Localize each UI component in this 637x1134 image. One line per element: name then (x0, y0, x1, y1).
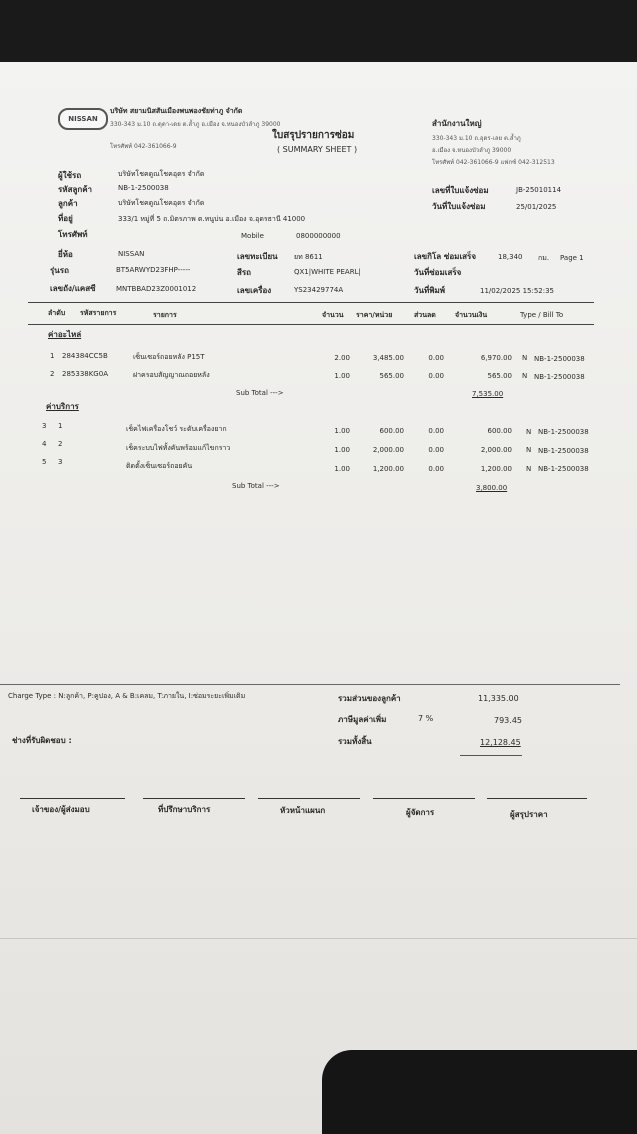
row-desc: ฝาครอบสัญญาณถอยหลัง (133, 371, 210, 379)
customer-label: ลูกค้า (58, 199, 78, 208)
row-discount: 0.00 (428, 354, 444, 362)
km-unit: กม. (538, 254, 550, 262)
row-qty: 1.00 (334, 446, 350, 454)
vat-label: ภาษีมูลค่าเพิ่ม (338, 715, 387, 724)
row-code: 285338KG0A (62, 370, 108, 378)
customer-code-label: รหัสลูกค้า (58, 185, 93, 194)
reg-value: ยท 8611 (294, 253, 323, 261)
row-no: 5 (42, 458, 47, 466)
brand-value: NISSAN (118, 250, 145, 258)
color-label: สีรถ (237, 268, 252, 277)
signature-label: ที่ปรึกษาบริการ (158, 805, 211, 814)
km-value: 18,340 (498, 253, 523, 261)
table-top-rule (28, 302, 594, 303)
signature-label: ผู้สรุปราคา (510, 810, 548, 819)
row-discount: 0.00 (428, 465, 444, 473)
hand-shadow (322, 1050, 637, 1134)
chassis-value: MNTBBAD23Z0001012 (116, 285, 197, 293)
paper-fold (0, 938, 637, 939)
nissan-logo: NISSAN (58, 108, 108, 130)
row-type: N (526, 465, 532, 473)
print-date-label: วันที่พิมพ์ (414, 286, 446, 295)
col-qty: จำนวน (322, 311, 344, 319)
brand-label: ยี่ห้อ (58, 250, 73, 259)
row-amount: 6,970.00 (480, 354, 512, 362)
row-qty: 1.00 (334, 372, 350, 380)
signature-line (258, 798, 360, 799)
color-value: QX1|WHITE PEARL| (294, 268, 361, 276)
row-qty: 2.00 (334, 354, 350, 362)
row-bill-to: NB-1-2500038 (534, 355, 585, 363)
user-label: ผู้ใช้รถ (58, 171, 82, 180)
vat-value: 793.45 (494, 716, 522, 725)
signature-line (487, 798, 587, 799)
row-no: 3 (42, 422, 47, 430)
signature-line (20, 798, 125, 799)
row-price: 1,200.00 (372, 465, 404, 473)
row-no: 4 (42, 440, 47, 448)
row-price: 3,485.00 (372, 354, 404, 362)
customer-code-value: NB-1-2500038 (118, 184, 169, 192)
vat-rate: 7 % (418, 714, 434, 723)
customer-total-value: 11,335.00 (478, 694, 519, 703)
row-type: N (522, 354, 528, 362)
technician-label: ช่างที่รับผิดชอบ : (12, 736, 72, 745)
signature-line (143, 798, 245, 799)
model-label: รุ่นรถ (50, 266, 69, 275)
row-price: 600.00 (379, 427, 404, 435)
row-type: N (522, 372, 528, 380)
totals-rule (0, 684, 620, 685)
job-date-label: วันที่ใบแจ้งซ่อม (432, 202, 486, 211)
job-number-label: เลขที่ใบแจ้งซ่อม (432, 186, 489, 195)
row-no: 1 (50, 352, 55, 360)
finish-date-label: วันที่ซ่อมเสร็จ (414, 268, 462, 277)
row-desc: เช็คระบบไฟทั้งคันพร้อมแก้ไขกราว (126, 444, 231, 452)
chassis-label: เลขถัง/แคสซี (50, 284, 96, 293)
km-label: เลขกิโล ซ่อมเสร็จ (414, 252, 477, 261)
col-type: Type / Bill To (520, 311, 564, 319)
row-bill-to: NB-1-2500038 (534, 373, 585, 381)
parts-subtotal-label: Sub Total ---> (236, 389, 284, 397)
phone-label: โทรศัพท์ (58, 230, 88, 239)
row-price: 2,000.00 (372, 446, 404, 454)
company-phone: โทรศัพท์ 042-361066-9 (110, 143, 177, 150)
document-paper (0, 62, 637, 1134)
job-date-value: 25/01/2025 (516, 203, 557, 211)
row-discount: 0.00 (428, 372, 444, 380)
col-amount: จำนวนเงิน (455, 311, 488, 319)
model-value: BT5ARWYD23FHP----- (116, 266, 191, 274)
mobile-value: 0800000000 (296, 232, 341, 240)
row-bill-to: NB-1-2500038 (538, 428, 589, 436)
row-amount: 1,200.00 (480, 465, 512, 473)
head-office-line3: โทรศัพท์ 042-361066-9 แฟกซ์ 042-312513 (432, 159, 555, 166)
background-top (0, 0, 637, 62)
row-amount: 565.00 (487, 372, 512, 380)
doc-subtitle: ( SUMMARY SHEET ) (277, 145, 358, 154)
head-office-line1: 330-343 ม.10 ถ.อุดร-เลย ต.ล้ำภู (432, 135, 521, 142)
row-code: 2 (58, 440, 63, 448)
head-office-title: สำนักงานใหญ่ (432, 119, 482, 128)
row-qty: 1.00 (334, 465, 350, 473)
engine-label: เลขเครื่อง (237, 286, 272, 295)
row-discount: 0.00 (428, 427, 444, 435)
reg-label: เลขทะเบียน (237, 252, 278, 261)
row-code: 1 (58, 422, 63, 430)
row-bill-to: NB-1-2500038 (538, 447, 589, 455)
mobile-label: Mobile (241, 232, 264, 240)
service-section-title: ค่าบริการ (46, 402, 79, 411)
company-address: 330-343 ม.10 ถ.ดุดา-เดย ต.ล้ำภู อ.เมือง จ.หนองบัวลำภู 39000 (110, 121, 281, 128)
row-bill-to: NB-1-2500038 (538, 465, 589, 473)
row-code: 3 (58, 458, 63, 466)
address-label: ที่อยู่ (58, 214, 73, 223)
signature-line (373, 798, 475, 799)
col-discount: ส่วนลด (414, 311, 436, 319)
address-value: 333/1 หมู่ที่ 5 ถ.มิตรภาพ ต.หนูบ่น อ.เมือง จ.อุดรธานี 41000 (118, 215, 306, 223)
row-price: 565.00 (379, 372, 404, 380)
company-name: บริษัท สยามนิสสันเมืองพนพองชัยท่าภู จำกัด (110, 107, 243, 115)
service-subtotal-label: Sub Total ---> (232, 482, 280, 490)
row-desc: เช็คไฟเครื่องโชว์ ระดับเครื่องยาก (126, 425, 227, 433)
job-number-value: JB-25010114 (516, 186, 562, 194)
charge-type-legend: Charge Type : N:ลูกค้า, P:คูปอง, A & B:เคลม, T:ภายใน, I:ซ่อมระยะเพิ่มเติม (8, 692, 246, 700)
page-number: Page 1 (560, 254, 584, 262)
parts-section-title: ค่าอะไหล่ (48, 330, 82, 339)
engine-value: YS23429774A (294, 286, 344, 294)
row-desc: ติดตั้งเซ็นเซอร์ถอยคัน (126, 462, 193, 470)
row-type: N (526, 446, 532, 454)
signature-label: หัวหน้าแผนก (280, 806, 326, 815)
col-no: ลำดับ (48, 309, 66, 317)
grand-total-underline (460, 755, 522, 756)
row-qty: 1.00 (334, 427, 350, 435)
customer-total-label: รวมส่วนของลูกค้า (338, 694, 401, 703)
row-discount: 0.00 (428, 446, 444, 454)
user-value: บริษัทโชคดูณโชคอุดร จำกัด (118, 170, 205, 178)
row-desc: เซ็นเซอร์ถอยหลัง P15T (133, 353, 205, 361)
signature-label: เจ้าของ/ผู้ส่งมอบ (32, 805, 90, 814)
row-amount: 600.00 (487, 427, 512, 435)
col-unit-price: ราคา/หน่วย (356, 311, 393, 319)
col-code: รหัสรายการ (80, 309, 117, 317)
table-header-rule (28, 324, 594, 325)
signature-label: ผู้จัดการ (406, 808, 435, 817)
doc-title: ใบสรุปรายการซ่อม (272, 130, 355, 141)
grand-total-label: รวมทั้งสิ้น (338, 737, 372, 746)
row-amount: 2,000.00 (480, 446, 512, 454)
row-type: N (526, 428, 532, 436)
print-date-value: 11/02/2025 15:52:35 (480, 287, 555, 295)
customer-value: บริษัทโชคดูณโชคอุดร จำกัด (118, 199, 205, 207)
head-office-line2: อ.เมือง จ.หนองบัวลำภู 39000 (432, 147, 512, 154)
row-no: 2 (50, 370, 55, 378)
grand-total-value: 12,128.45 (480, 738, 521, 747)
col-item: รายการ (153, 311, 177, 319)
row-code: 284384CC5B (62, 352, 108, 360)
service-subtotal: 3,800.00 (476, 484, 508, 492)
parts-subtotal: 7,535.00 (472, 390, 504, 398)
